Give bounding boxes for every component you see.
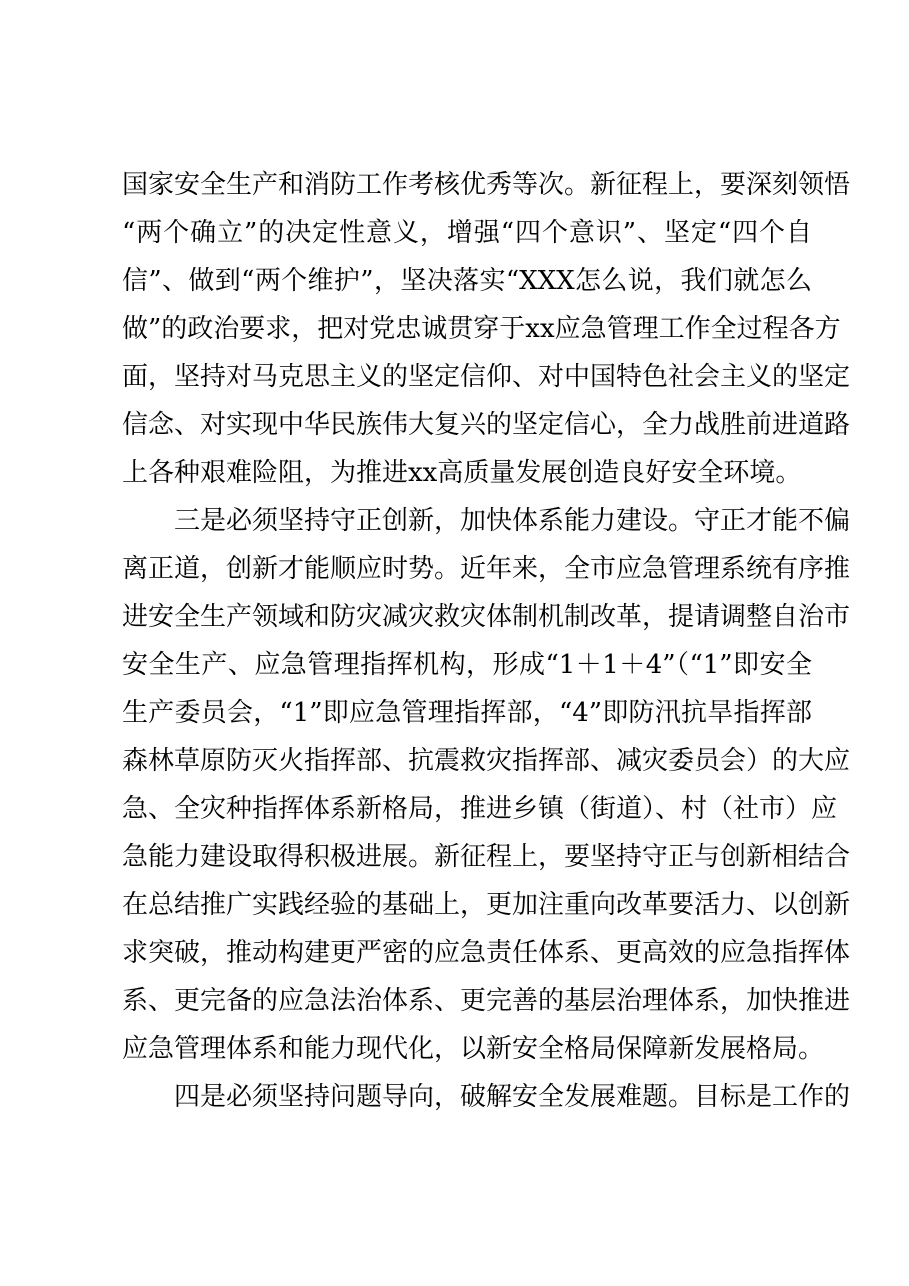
body-text-line: 信”、做到“两个维护”，坚决落实“XXX怎么说，我们就怎么 [122,266,812,296]
body-text-line: 信念、对实现中华民族伟大复兴的坚定信心，全力战胜前进道路 [122,410,851,440]
body-text-line: 面，坚持对马克思主义的坚定信仰、对中国特色社会主义的坚定 [122,362,851,392]
body-text-line: 应急管理体系和能力现代化，以新安全格局保障新发展格局。 [122,1034,825,1064]
body-text-line: 求突破，推动构建更严密的应急责任体系、更高效的应急指挥体 [122,938,851,968]
body-text-line: 上各种艰难险阻，为推进xx高质量发展创造良好安全环境。 [122,458,802,488]
body-text-line: 国家安全生产和消防工作考核优秀等次。新征程上，要深刻领悟 [122,170,851,200]
body-text-line: 森林草原防灭火指挥部、抗震救灾指挥部、减灾委员会）的大应 [122,746,851,776]
body-text-line: 做”的政治要求，把对党忠诚贯穿于xx应急管理工作全过程各方 [122,314,841,344]
body-text-line: 生产委员会，“1”即应急管理指挥部，“4”即防汛抗旱指挥部 [122,698,812,728]
body-text-line: 离正道，创新才能顺应时势。近年来，全市应急管理系统有序推 [122,554,851,584]
body-text-line: 系、更完备的应急法治体系、更完善的基层治理体系，加快推进 [122,986,851,1016]
body-text-line: 在总结推广实践经验的基础上，更加注重向改革要活力、以创新 [122,890,851,920]
body-text-line: 急能力建设取得积极进展。新征程上，要坚持守正与创新相结合 [122,842,851,872]
body-text-line: “两个确立”的决定性意义，增强“四个意识”、坚定“四个自 [122,218,812,248]
paragraph-first-line: 四是必须坚持问题导向，破解安全发展难题。目标是工作的 [174,1082,851,1112]
body-text-line: 进安全生产领域和防灾减灾救灾体制机制改革，提请调整自治市 [122,602,851,632]
body-text-line: 急、全灾种指挥体系新格局，推进乡镇（街道）、村（社市）应 [122,794,838,824]
paragraph-first-line: 三是必须坚持守正创新，加快体系能力建设。守正才能不偏 [174,506,851,536]
body-text-line: 安全生产、应急管理指挥机构，形成“1＋1＋4”（“1”即安全 [122,650,812,680]
